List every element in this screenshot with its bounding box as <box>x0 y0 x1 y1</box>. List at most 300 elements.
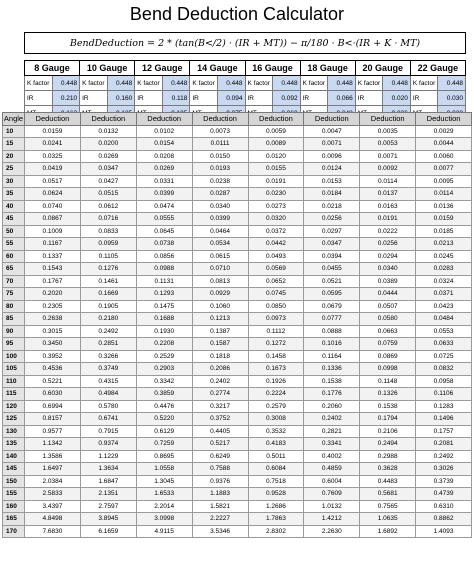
angle-cell: 55 <box>3 238 25 251</box>
deduction-header: Deduction <box>304 113 360 126</box>
table-row <box>3 213 472 226</box>
table-row <box>3 363 472 376</box>
deduction-cell: 0.5221 <box>25 375 81 388</box>
deduction-cell: 0.1538 <box>360 400 416 413</box>
gauge-header: 12 Gauge <box>135 61 190 76</box>
table-row <box>3 488 472 501</box>
deduction-cell: 0.1276 <box>80 263 136 276</box>
angle-cell: 25 <box>3 163 25 176</box>
deduction-cell: 2.5833 <box>25 488 81 501</box>
deduction-cell: 0.3952 <box>25 350 81 363</box>
deduction-cell: 0.0399 <box>192 213 248 226</box>
deduction-cell: 0.3628 <box>360 463 416 476</box>
deduction-cell: 0.0213 <box>416 238 472 251</box>
deduction-cell: 0.1776 <box>304 388 360 401</box>
deduction-cell: 0.0073 <box>192 125 248 138</box>
deduction-cell: 0.0419 <box>25 163 81 176</box>
angle-cell: 75 <box>3 288 25 301</box>
deduction-cell: 0.7609 <box>304 488 360 501</box>
deduction-cell: 0.6084 <box>248 463 304 476</box>
deduction-cell: 0.0725 <box>416 350 472 363</box>
deduction-cell: 0.4859 <box>304 463 360 476</box>
deduction-cell: 0.3450 <box>25 338 81 351</box>
deduction-cell: 0.0155 <box>248 163 304 176</box>
deduction-cell: 0.0053 <box>360 138 416 151</box>
deduction-cell: 0.0029 <box>416 125 472 138</box>
deduction-cell: 0.0287 <box>192 188 248 201</box>
param-label: IR <box>245 91 273 106</box>
deduction-cell: 0.0534 <box>192 238 248 251</box>
deduction-cell: 0.0124 <box>304 163 360 176</box>
angle-cell: 125 <box>3 413 25 426</box>
deduction-cell: 0.0325 <box>25 150 81 163</box>
deduction-cell: 0.0132 <box>80 125 136 138</box>
angle-cell: 60 <box>3 250 25 263</box>
deduction-cell: 0.0394 <box>304 250 360 263</box>
page-title: Bend Deduction Calculator <box>129 4 345 24</box>
deduction-cell: 0.2529 <box>136 350 192 363</box>
deduction-cell: 0.1475 <box>136 300 192 313</box>
angle-cell: 100 <box>3 350 25 363</box>
deduction-cell: 3.5346 <box>192 525 248 538</box>
table-row <box>3 450 472 463</box>
deduction-cell: 0.0324 <box>416 275 472 288</box>
deduction-cell: 0.1461 <box>80 275 136 288</box>
param-label: IR <box>410 91 438 106</box>
angle-cell: 155 <box>3 488 25 501</box>
deduction-cell: 0.0095 <box>416 175 472 188</box>
table-row <box>3 175 472 188</box>
deduction-cell: 0.0137 <box>360 188 416 201</box>
deduction-cell: 0.0047 <box>304 125 360 138</box>
deduction-cell: 0.1060 <box>192 300 248 313</box>
deduction-cell: 0.6249 <box>192 450 248 463</box>
deduction-cell: 0.0988 <box>136 263 192 276</box>
deduction-cell: 0.7565 <box>360 500 416 513</box>
deduction-cell: 2.0384 <box>25 475 81 488</box>
table-row <box>3 525 472 538</box>
deduction-cell: 4.8498 <box>25 513 81 526</box>
param-value: 0.118 <box>162 91 190 106</box>
param-label: K factor <box>135 76 163 91</box>
deduction-cell: 0.4476 <box>136 400 192 413</box>
deduction-cell: 0.3752 <box>192 413 248 426</box>
deduction-cell: 0.0740 <box>25 200 81 213</box>
deduction-cell: 0.1213 <box>192 313 248 326</box>
deduction-cell: 0.1905 <box>80 300 136 313</box>
table-row <box>3 275 472 288</box>
deduction-cell: 0.0652 <box>248 275 304 288</box>
angle-header: Angle <box>3 114 24 124</box>
deduction-cell: 0.6741 <box>80 413 136 426</box>
deduction-cell: 0.1112 <box>248 325 304 338</box>
deduction-cell: 0.2060 <box>304 400 360 413</box>
table-row <box>3 163 472 176</box>
deduction-cell: 0.0077 <box>416 163 472 176</box>
param-value: 0.094 <box>217 91 245 106</box>
param-value: 0.448 <box>273 76 301 91</box>
table-row <box>3 475 472 488</box>
deduction-cell: 0.2402 <box>304 413 360 426</box>
deduction-cell: 0.0114 <box>360 175 416 188</box>
deduction-cell: 0.0442 <box>248 238 304 251</box>
table-row <box>3 225 472 238</box>
deduction-cell: 0.0515 <box>80 188 136 201</box>
deduction-cell: 0.3859 <box>136 388 192 401</box>
deduction-cell: 0.0320 <box>248 213 304 226</box>
angle-cell: 165 <box>3 513 25 526</box>
table-row <box>3 438 472 451</box>
deduction-cell: 0.0372 <box>248 225 304 238</box>
deduction-cell: 0.0759 <box>360 338 416 351</box>
deduction-cell: 0.0347 <box>80 163 136 176</box>
deduction-cell: 0.2208 <box>136 338 192 351</box>
deduction-cell: 0.0294 <box>360 250 416 263</box>
deduction-cell: 0.0269 <box>80 150 136 163</box>
angle-cell: 30 <box>3 175 25 188</box>
deduction-cell: 0.0427 <box>80 175 136 188</box>
deduction-cell: 2.2227 <box>192 513 248 526</box>
deduction-cell: 0.6129 <box>136 425 192 438</box>
deduction-cell: 2.2630 <box>304 525 360 538</box>
table-row <box>3 338 472 351</box>
table-row <box>3 313 472 326</box>
deduction-cell: 0.1538 <box>304 375 360 388</box>
deduction-cell: 0.2086 <box>192 363 248 376</box>
param-value: 0.448 <box>438 76 466 91</box>
deduction-cell: 0.0615 <box>192 250 248 263</box>
deduction-cell: 0.1926 <box>248 375 304 388</box>
deduction-cell: 0.0193 <box>192 163 248 176</box>
deduction-cell: 0.1688 <box>136 313 192 326</box>
deduction-cell: 0.6030 <box>25 388 81 401</box>
deduction-cell: 0.8695 <box>136 450 192 463</box>
deduction-cell: 1.1883 <box>192 488 248 501</box>
deduction-cell: 0.2494 <box>360 438 416 451</box>
deduction-header: Deduction <box>248 113 304 126</box>
angle-cell: 80 <box>3 300 25 313</box>
deduction-cell: 2.1351 <box>80 488 136 501</box>
deduction-cell: 0.1337 <box>25 250 81 263</box>
deduction-cell: 0.0159 <box>25 125 81 138</box>
deduction-cell: 0.1105 <box>80 250 136 263</box>
deduction-cell: 0.2305 <box>25 300 81 313</box>
table-row <box>3 200 472 213</box>
deduction-cell: 0.1283 <box>416 400 472 413</box>
deduction-cell: 0.0102 <box>136 125 192 138</box>
deduction-cell: 0.0208 <box>136 150 192 163</box>
param-value: 0.020 <box>383 91 411 106</box>
angle-cell: 70 <box>3 275 25 288</box>
deduction-cell: 0.0517 <box>25 175 81 188</box>
deduction-cell: 0.0423 <box>416 300 472 313</box>
deduction-cell: 0.0624 <box>25 188 81 201</box>
deduction-cell: 0.0089 <box>248 138 304 151</box>
deduction-cell: 1.3045 <box>136 475 192 488</box>
deduction-cell: 0.0645 <box>136 225 192 238</box>
deduction-cell: 0.0777 <box>304 313 360 326</box>
deduction-cell: 1.4093 <box>416 525 472 538</box>
deduction-cell: 0.1757 <box>416 425 472 438</box>
deduction-cell: 0.2224 <box>248 388 304 401</box>
deduction-cell: 1.1342 <box>25 438 81 451</box>
deduction-cell: 0.4984 <box>80 388 136 401</box>
deduction-cell: 0.3739 <box>416 475 472 488</box>
deduction-cell: 0.0059 <box>248 125 304 138</box>
deduction-cell: 0.2638 <box>25 313 81 326</box>
deduction-cell: 0.2851 <box>80 338 136 351</box>
deduction-cell: 0.4183 <box>248 438 304 451</box>
deduction-cell: 0.0493 <box>248 250 304 263</box>
deduction-cell: 0.1164 <box>304 350 360 363</box>
angle-cell: 45 <box>3 213 25 226</box>
table-row <box>3 350 472 363</box>
deduction-cell: 0.2180 <box>80 313 136 326</box>
deduction-cell: 0.4002 <box>304 450 360 463</box>
deduction-cell: 3.0998 <box>136 513 192 526</box>
deduction-cell: 0.0273 <box>248 200 304 213</box>
deduction-cell: 0.2903 <box>136 363 192 376</box>
param-label: K factor <box>355 76 383 91</box>
deduction-cell: 0.0222 <box>360 225 416 238</box>
deduction-cell: 0.0580 <box>360 313 416 326</box>
deduction-cell: 0.6004 <box>304 475 360 488</box>
deduction-cell: 0.0184 <box>304 188 360 201</box>
deduction-cell: 0.2821 <box>304 425 360 438</box>
param-label: K factor <box>245 76 273 91</box>
deduction-cell: 0.5217 <box>192 438 248 451</box>
param-label: IR <box>300 91 328 106</box>
table-row <box>3 463 472 476</box>
deduction-cell: 0.0241 <box>25 138 81 151</box>
deduction-cell: 0.0071 <box>304 138 360 151</box>
angle-cell: 120 <box>3 400 25 413</box>
table-row <box>3 238 472 251</box>
deduction-cell: 0.0035 <box>360 125 416 138</box>
deduction-cell: 0.1387 <box>192 325 248 338</box>
deduction-cell: 1.2686 <box>248 500 304 513</box>
param-value: 0.210 <box>52 91 80 106</box>
table-row <box>3 325 472 338</box>
deduction-cell: 0.0998 <box>360 363 416 376</box>
angle-cell: 150 <box>3 475 25 488</box>
deduction-cell: 0.5011 <box>248 450 304 463</box>
deduction-header: Deduction <box>25 113 81 126</box>
param-value: 0.160 <box>107 91 135 106</box>
deduction-cell: 0.0710 <box>192 263 248 276</box>
deduction-cell: 0.0331 <box>136 175 192 188</box>
deduction-cell: 0.0159 <box>416 213 472 226</box>
deduction-cell: 0.2020 <box>25 288 81 301</box>
deduction-cell: 0.0595 <box>304 288 360 301</box>
deduction-cell: 0.4405 <box>192 425 248 438</box>
deduction-cell: 1.0635 <box>360 513 416 526</box>
gauge-header: 16 Gauge <box>245 61 300 76</box>
deduction-cell: 0.2579 <box>248 400 304 413</box>
deduction-cell: 0.0973 <box>248 313 304 326</box>
deduction-cell: 0.9528 <box>248 488 304 501</box>
gauge-header: 8 Gauge <box>25 61 80 76</box>
deduction-cell: 0.0856 <box>136 250 192 263</box>
deduction-cell: 0.0191 <box>248 175 304 188</box>
deduction-cell: 1.6847 <box>80 475 136 488</box>
deduction-cell: 0.1794 <box>360 413 416 426</box>
deduction-cell: 0.0092 <box>360 163 416 176</box>
deduction-cell: 0.1587 <box>192 338 248 351</box>
deduction-cell: 0.0484 <box>416 313 472 326</box>
deduction-cell: 0.0553 <box>416 325 472 338</box>
deduction-cell: 0.5220 <box>136 413 192 426</box>
deduction-cell: 0.1326 <box>360 388 416 401</box>
table-row <box>3 388 472 401</box>
angle-cell: 105 <box>3 363 25 376</box>
param-label: K factor <box>300 76 328 91</box>
deduction-cell: 1.0558 <box>136 463 192 476</box>
deduction-cell: 0.0850 <box>248 300 304 313</box>
deduction-cell: 3.4397 <box>25 500 81 513</box>
deduction-cell: 0.0071 <box>360 150 416 163</box>
deduction-cell: 0.0738 <box>136 238 192 251</box>
table-row <box>3 425 472 438</box>
formula-box: BendDeduction = 2 * (tan(B</2) · (IR + MT)) − π/180 · B<·(IR + K · MT) <box>24 32 466 54</box>
deduction-cell: 0.1818 <box>192 350 248 363</box>
angle-cell: 85 <box>3 313 25 326</box>
deduction-cell: 0.1106 <box>416 388 472 401</box>
table-row <box>3 400 472 413</box>
deduction-header: Deduction <box>136 113 192 126</box>
deduction-cell: 1.6533 <box>136 488 192 501</box>
deduction-cell: 0.0230 <box>248 188 304 201</box>
deduction-cell: 0.0136 <box>416 200 472 213</box>
deduction-cell: 0.1009 <box>25 225 81 238</box>
deduction-cell: 0.0283 <box>416 263 472 276</box>
deduction-cell: 1.3634 <box>80 463 136 476</box>
deduction-header: Deduction <box>360 113 416 126</box>
deduction-cell: 0.0120 <box>248 150 304 163</box>
deduction-cell: 0.0340 <box>192 200 248 213</box>
deduction-cell: 0.1272 <box>248 338 304 351</box>
deduction-cell: 0.9374 <box>80 438 136 451</box>
angle-cell: 65 <box>3 263 25 276</box>
deduction-cell: 0.0633 <box>416 338 472 351</box>
deduction-cell: 0.0200 <box>80 138 136 151</box>
table-row <box>3 263 472 276</box>
deduction-cell: 0.0464 <box>192 225 248 238</box>
deduction-cell: 0.3342 <box>136 375 192 388</box>
param-label: IR <box>355 91 383 106</box>
deduction-cell: 0.3015 <box>25 325 81 338</box>
deduction-cell: 0.0888 <box>304 325 360 338</box>
deduction-cell: 0.1930 <box>136 325 192 338</box>
deduction-cell: 0.8157 <box>25 413 81 426</box>
deduction-cell: 0.3749 <box>80 363 136 376</box>
deduction-cell: 0.5780 <box>80 400 136 413</box>
deduction-cell: 0.1543 <box>25 263 81 276</box>
deduction-cell: 0.1336 <box>304 363 360 376</box>
deduction-cell: 0.0555 <box>136 213 192 226</box>
deduction-cell: 0.7518 <box>248 475 304 488</box>
deduction-cell: 0.0569 <box>248 263 304 276</box>
deduction-cell: 0.0832 <box>416 363 472 376</box>
angle-cell: 160 <box>3 500 25 513</box>
param-label: IR <box>135 91 163 106</box>
table-row <box>3 150 472 163</box>
deduction-cell: 1.5821 <box>192 500 248 513</box>
deduction-cell: 0.0347 <box>304 238 360 251</box>
table-row <box>3 375 472 388</box>
gauge-header: 22 Gauge <box>410 61 465 76</box>
deduction-cell: 4.9115 <box>136 525 192 538</box>
angle-cell: 140 <box>3 450 25 463</box>
deduction-cell: 1.4212 <box>304 513 360 526</box>
table-row <box>3 188 472 201</box>
deduction-cell: 0.0716 <box>80 213 136 226</box>
deduction-cell: 0.0745 <box>248 288 304 301</box>
table-row <box>3 300 472 313</box>
deduction-cell: 0.3217 <box>192 400 248 413</box>
angle-cell: 10 <box>3 125 25 138</box>
deduction-header: Deduction <box>80 113 136 126</box>
table-row <box>3 125 472 138</box>
deduction-cell: 0.1016 <box>304 338 360 351</box>
deduction-cell: 0.0256 <box>360 238 416 251</box>
deduction-cell: 0.0867 <box>25 213 81 226</box>
table-row <box>3 500 472 513</box>
deduction-cell: 0.9376 <box>192 475 248 488</box>
deduction-cell: 0.1131 <box>136 275 192 288</box>
angle-cell: 20 <box>3 150 25 163</box>
angle-cell: 50 <box>3 225 25 238</box>
deduction-cell: 0.4536 <box>25 363 81 376</box>
deduction-cell: 0.2492 <box>416 450 472 463</box>
deduction-cell: 0.4739 <box>416 488 472 501</box>
deduction-cell: 2.8302 <box>248 525 304 538</box>
angle-cell: 145 <box>3 463 25 476</box>
param-label: IR <box>25 91 53 106</box>
deduction-cell: 0.0399 <box>136 188 192 201</box>
param-value: 0.448 <box>328 76 356 91</box>
deduction-cell: 0.0444 <box>360 288 416 301</box>
deduction-header: Deduction <box>192 113 248 126</box>
deduction-cell: 1.1229 <box>80 450 136 463</box>
table-row <box>3 413 472 426</box>
deduction-cell: 0.0238 <box>192 175 248 188</box>
deduction-cell: 0.2774 <box>192 388 248 401</box>
deduction-cell: 0.0869 <box>360 350 416 363</box>
deduction-table <box>2 112 472 538</box>
deduction-cell: 0.0154 <box>136 138 192 151</box>
table-row <box>3 250 472 263</box>
param-label: K factor <box>25 76 53 91</box>
param-label: K factor <box>410 76 438 91</box>
gauge-header: 10 Gauge <box>80 61 135 76</box>
deduction-cell: 0.0959 <box>80 238 136 251</box>
deduction-cell: 0.0833 <box>80 225 136 238</box>
param-value: 0.030 <box>438 91 466 106</box>
table-row <box>3 138 472 151</box>
deduction-cell: 0.0044 <box>416 138 472 151</box>
deduction-cell: 0.2081 <box>416 438 472 451</box>
deduction-cell: 0.0958 <box>416 375 472 388</box>
deduction-cell: 0.0371 <box>416 288 472 301</box>
deduction-cell: 0.0813 <box>192 275 248 288</box>
deduction-cell: 0.0340 <box>360 263 416 276</box>
deduction-cell: 0.0153 <box>304 175 360 188</box>
deduction-cell: 0.3266 <box>80 350 136 363</box>
deduction-cell: 0.3008 <box>248 413 304 426</box>
deduction-cell: 1.6497 <box>25 463 81 476</box>
deduction-cell: 0.0096 <box>304 150 360 163</box>
